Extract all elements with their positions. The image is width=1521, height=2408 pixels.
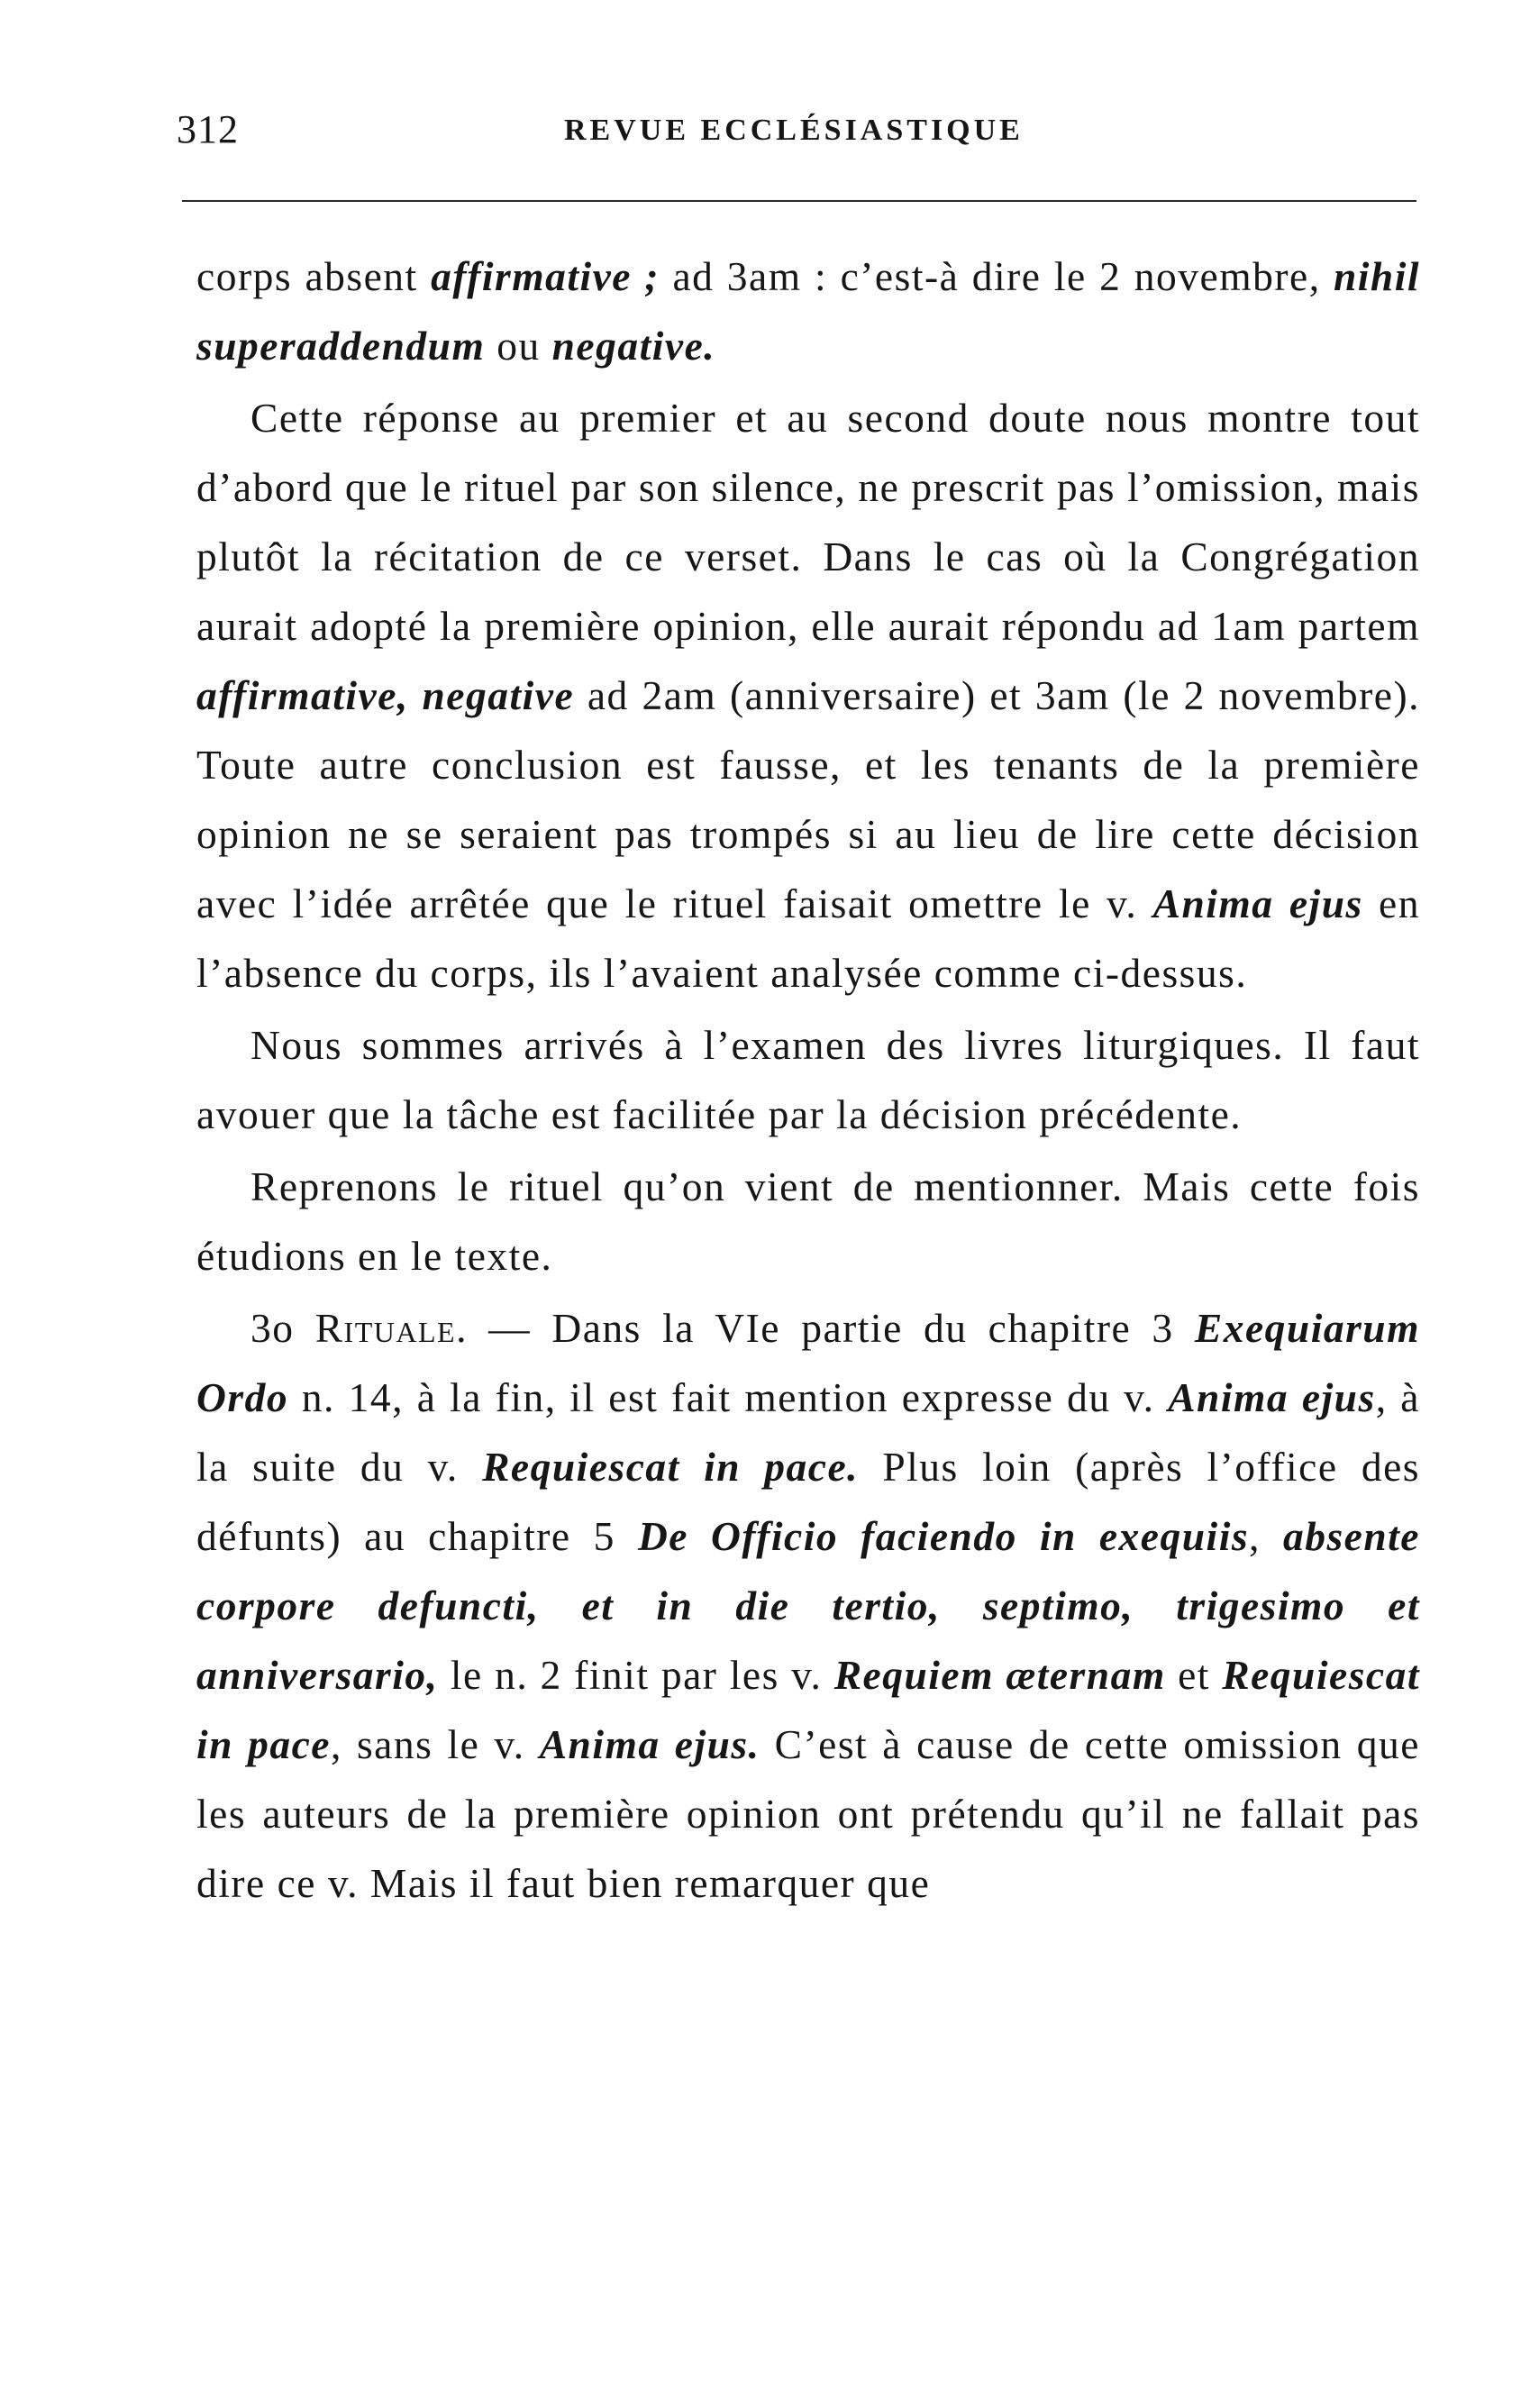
italic-run: absente corpore defuncti, et in die tertio, septimo, trigesimo et anniversario, [196,1513,1420,1698]
text-run: Cette réponse au premier et au second doute nous montre tout d’abord que le rituel par son silence, ne prescrit pas l’omission, mais plutôt la récitation de ce verset. Dans le cas où la Congrégation aurait adopté la première opinion, elle aurait répondu ad 1am partem [196,395,1420,649]
italic-run: affirmative, negative [196,672,575,718]
text-run: en l’absence du corps, ils l’avaient analysée comme ci-dessus. [196,880,1420,996]
text-run: — Dans la VIe partie du chapitre 3 [467,1305,1195,1351]
text-run: , [1249,1513,1283,1559]
text-run: ad 3am : c’est-à dire le 2 novembre, [660,253,1334,299]
text-run: Reprenons le rituel qu’on vient de mentionner. Mais cette fois étudions en le texte. [196,1163,1420,1279]
paragraph [196,242,1420,380]
paragraph [196,1293,1420,1918]
italic-run: Requiem æternam [833,1652,1166,1698]
text-run: Nous sommes arrivés à l’examen des livres liturgiques. Il faut avouer que la tâche est facilitée par la décision précédente. [196,1022,1420,1137]
paragraph [196,1152,1420,1291]
running-header [177,106,1420,160]
text-run: n. 14, à la fin, il est fait mention expresse du v. [288,1374,1169,1420]
text-run: corps absent [196,253,432,299]
italic-run: Exequiarum Ordo [196,1305,1420,1420]
italic-run: Anima ejus [1168,1374,1376,1420]
text-run: Plus loin (après l’office des défunts) au chapitre 5 [196,1444,1420,1559]
italic-run: Anima ejus [1152,880,1363,926]
text-run: , à la suite du v. [196,1374,1420,1490]
text-run: , sans le v. [330,1721,540,1767]
italic-run: Anima ejus. [539,1721,760,1767]
text-run: le n. 2 finit par les v. [438,1652,834,1698]
text-run: et [1165,1652,1223,1698]
page-number: 312 [177,107,239,151]
italic-run: De Officio faciendo in exequiis [637,1513,1250,1559]
italic-run: affirmative ; [431,253,660,299]
paragraph [196,1010,1420,1149]
running-title: REVUE ECCLÉSIASTIQUE [564,114,1024,147]
small-caps-run: Rituale. [314,1305,468,1351]
text-run: C’est à cause de cette omission que les auteurs de la première opinion ont prétendu qu’il ne fallait pas dire ce v. Mais il faut bien remarquer que [196,1721,1420,1906]
italic-run: nihil superaddendum [196,253,1421,369]
italic-run: Requiescat in pace. [482,1444,860,1490]
text-run: ou [485,323,552,369]
italic-run: Requiescat in pace [196,1652,1420,1767]
header-rule [182,200,1416,202]
text-run: 3o [250,1305,315,1351]
paragraph [196,383,1420,1008]
text-run: ad 2am (anniversaire) et 3am (le 2 novembre). Toute autre conclusion est fausse, et les tenants de la première opinion ne se seraient pas trompés si au lieu de lire cette décision avec l’idée arrêtée que le rituel faisait omettre le v. [196,672,1420,926]
body-text [196,242,1420,1920]
italic-run: negative. [551,323,716,369]
